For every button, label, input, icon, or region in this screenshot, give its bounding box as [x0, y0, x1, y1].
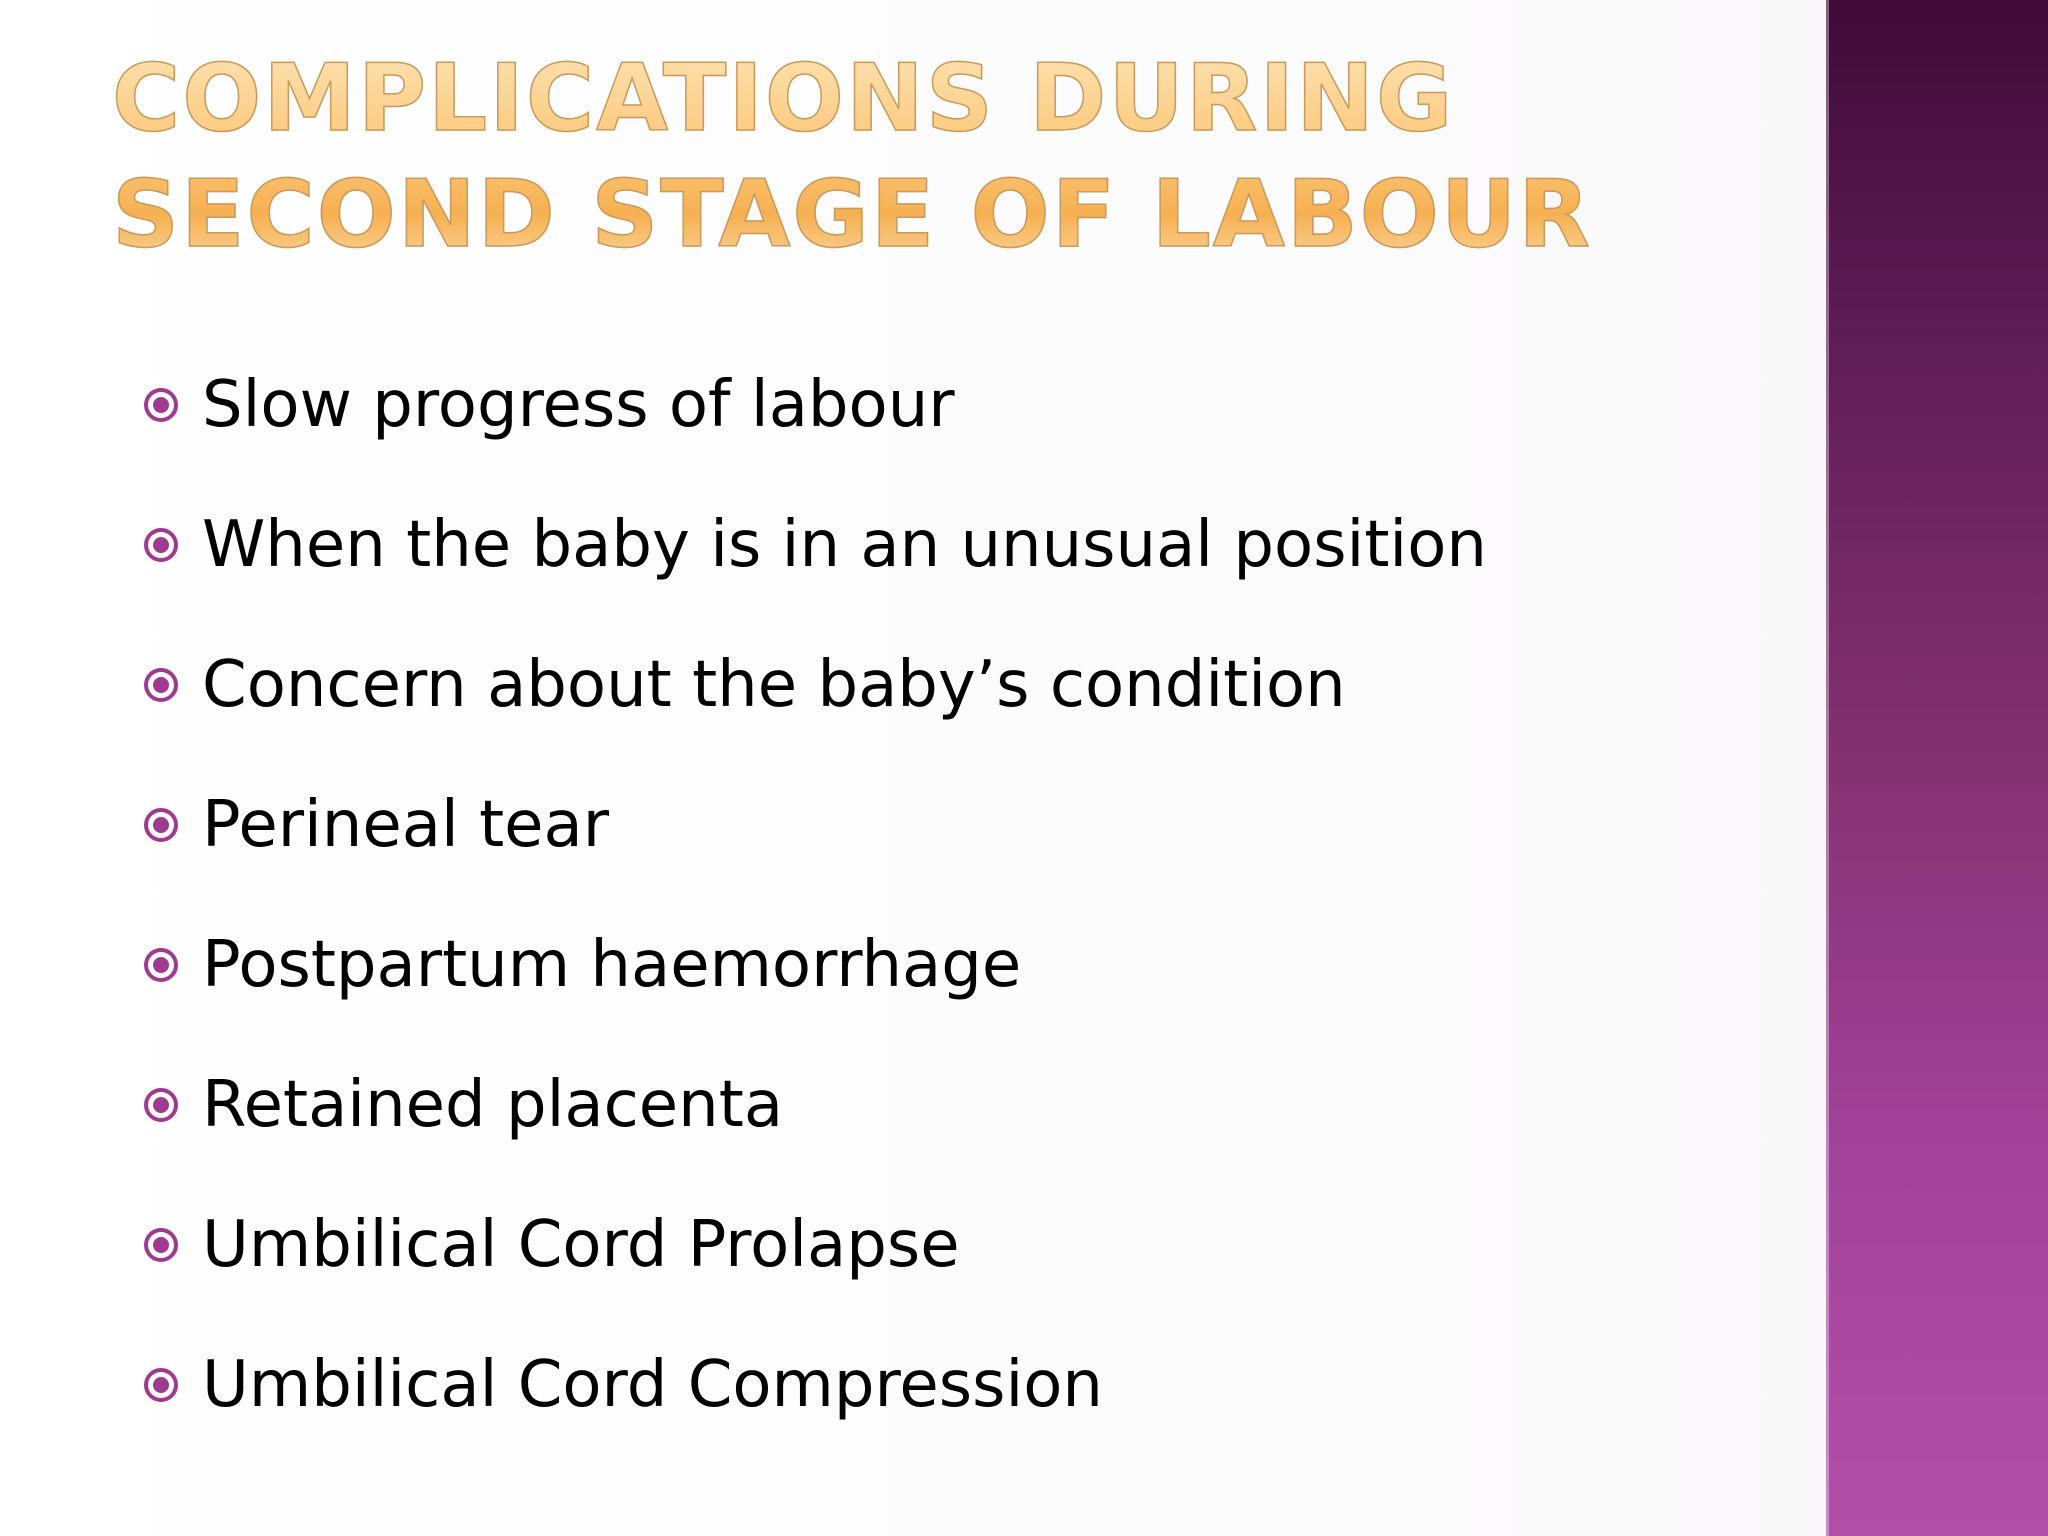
decorative-side-band: [1826, 0, 2048, 1536]
circled-dot-bullet-icon: [140, 804, 182, 846]
bullet-text: When the baby is in an unusual position: [202, 508, 1487, 582]
bullet-text: Retained placenta: [202, 1068, 784, 1142]
circled-dot-bullet-icon: [140, 1224, 182, 1266]
bullet-item: [140, 335, 1487, 475]
bullet-item: [140, 615, 1487, 755]
bullet-item: [140, 755, 1487, 895]
bullet-text: Perineal tear: [202, 788, 610, 862]
bullet-item: [140, 475, 1487, 615]
bullet-text: Slow progress of labour: [202, 368, 955, 442]
slide-title: COMPLICATIONS DURING SECOND STAGE OF LABOUR: [112, 40, 1752, 272]
bullet-item: [140, 1175, 1487, 1315]
bullet-text: Umbilical Cord Compression: [202, 1348, 1103, 1422]
circled-dot-bullet-icon: [140, 944, 182, 986]
circled-dot-bullet-icon: [140, 1364, 182, 1406]
circled-dot-bullet-icon: [140, 1084, 182, 1126]
bullet-list: [140, 335, 1487, 1455]
circled-dot-bullet-icon: [140, 524, 182, 566]
bullet-item: [140, 1035, 1487, 1175]
bullet-text: Umbilical Cord Prolapse: [202, 1208, 960, 1282]
circled-dot-bullet-icon: [140, 664, 182, 706]
bullet-item: [140, 895, 1487, 1035]
bullet-text: Concern about the baby’s condition: [202, 648, 1346, 722]
bullet-text: Postpartum haemorrhage: [202, 928, 1022, 1002]
bullet-item: [140, 1315, 1487, 1455]
circled-dot-bullet-icon: [140, 384, 182, 426]
